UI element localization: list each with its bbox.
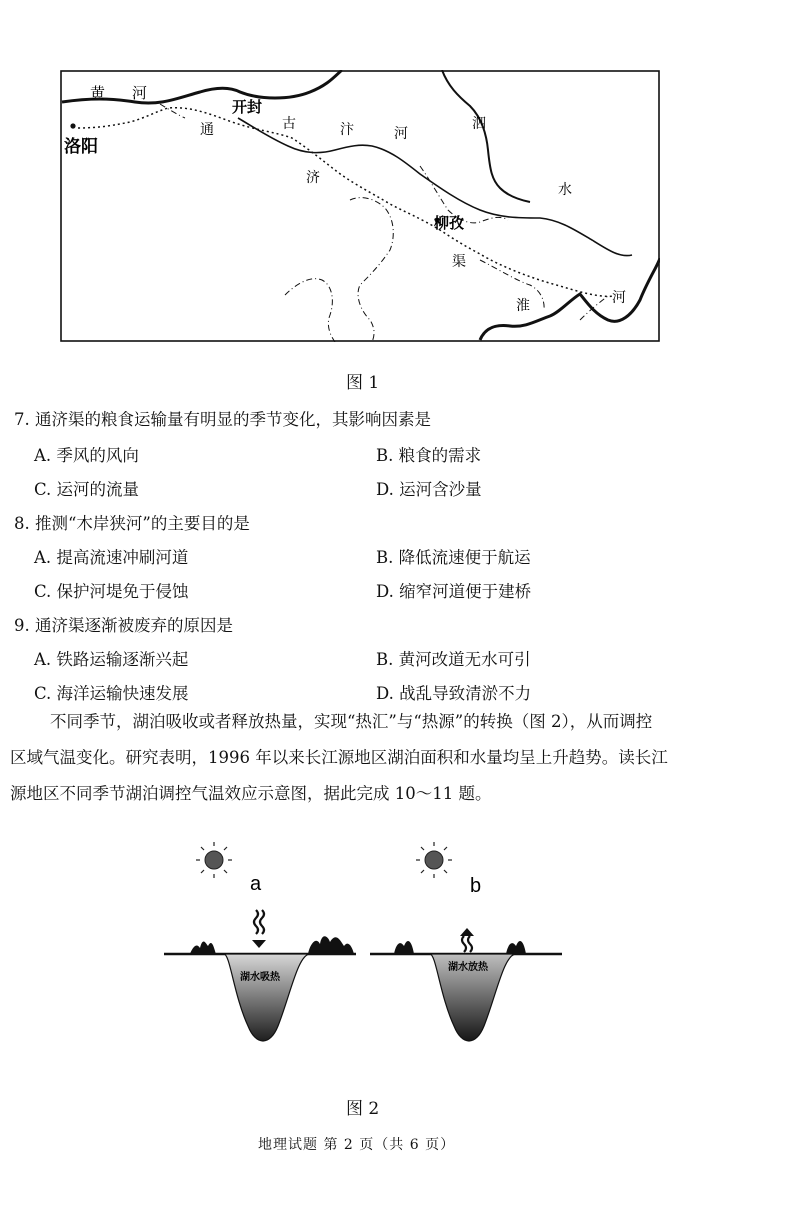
- question-7-option-c: C. 运河的流量: [34, 480, 140, 499]
- label-ji: 济: [306, 170, 320, 186]
- huai-river-line: [480, 258, 660, 340]
- panel-a: [164, 842, 356, 1041]
- figure-1-map: [60, 70, 660, 342]
- label-huang: 黄: [90, 84, 106, 102]
- figure-2-caption: 图 2: [346, 1099, 380, 1119]
- question-8-stem: 8. 推测“木岸狭河”的主要目的是: [14, 514, 250, 533]
- question-9-option-c: C. 海洋运输快速发展: [34, 684, 189, 703]
- figure-2-diagram: [160, 836, 580, 1056]
- label-luoyang: 洛阳: [64, 137, 98, 157]
- panel-b-text: 湖水放热: [448, 962, 488, 973]
- boundary-line: [350, 198, 393, 342]
- label-gu: 古: [282, 116, 296, 132]
- question-9-option-d: D. 战乱导致清淤不力: [376, 684, 532, 703]
- figure-1-caption: 图 1: [346, 373, 380, 393]
- sun-icon: [205, 851, 223, 869]
- question-9-option-a: A. 铁路运输逐渐兴起: [34, 650, 189, 669]
- panel-b: [370, 842, 562, 1041]
- question-9-option-b: B. 黄河改道无水可引: [376, 650, 531, 669]
- label-bian: 汴: [340, 122, 354, 138]
- panel-a-text: 湖水吸热: [240, 972, 280, 983]
- heat-arrow-icon: [254, 910, 264, 934]
- question-7-stem: 7. 通济渠的粮食运输量有明显的季节变化，其影响因素是: [14, 410, 431, 429]
- boundary-line: [285, 279, 335, 342]
- heat-arrow-icon: [462, 936, 472, 952]
- passage-line-2: 区域气温变化。研究表明，1996 年以来长江源地区湖泊面积和水量均呈上升趋势。读长江: [10, 748, 668, 767]
- label-kaifeng: 开封: [232, 98, 263, 116]
- question-9-stem: 9. 通济渠逐渐被废弃的原因是: [14, 616, 233, 635]
- label-huai-he: 河: [612, 290, 626, 306]
- label-shui: 水: [558, 182, 572, 198]
- question-8-option-b: B. 降低流速便于航运: [376, 548, 531, 567]
- label-si: 泗: [472, 116, 486, 132]
- passage-line-3: 源地区不同季节湖泊调控气温效应示意图，据此完成 10～11 题。: [10, 784, 492, 803]
- gu-bian-river-line: [238, 118, 632, 256]
- label-qu: 渠: [452, 254, 466, 270]
- panel-b-letter: b: [470, 875, 482, 897]
- si-river-line: [442, 70, 530, 202]
- boundary-line: [480, 260, 544, 310]
- question-7-option-a: A. 季风的风向: [34, 446, 139, 465]
- label-tong: 通: [200, 122, 214, 138]
- page-footer: 地理试题 第 2 页（共 6 页）: [258, 1137, 456, 1153]
- question-7-option-b: B. 粮食的需求: [376, 446, 482, 465]
- sun-icon: [425, 851, 443, 869]
- label-bian-he: 河: [394, 126, 408, 142]
- question-7-option-d: D. 运河含沙量: [376, 480, 482, 499]
- panel-a-letter: a: [250, 873, 262, 895]
- label-he: 河: [132, 84, 148, 102]
- boundary-line: [160, 104, 185, 118]
- question-8-option-d: D. 缩窄河道便于建桥: [376, 582, 532, 601]
- label-liuzi: 柳孜: [434, 214, 465, 232]
- luoyang-marker: [70, 123, 75, 128]
- lake-a: [224, 954, 310, 1041]
- label-huai: 淮: [516, 298, 530, 314]
- question-8-option-c: C. 保护河堤免于侵蚀: [34, 582, 189, 601]
- passage: [10, 704, 770, 812]
- passage-line-1: 不同季节，湖泊吸收或者释放热量，实现“热汇”与“热源”的转换（图 2），从而调控: [50, 712, 653, 731]
- question-8-option-a: A. 提高流速冲刷河道: [34, 548, 189, 567]
